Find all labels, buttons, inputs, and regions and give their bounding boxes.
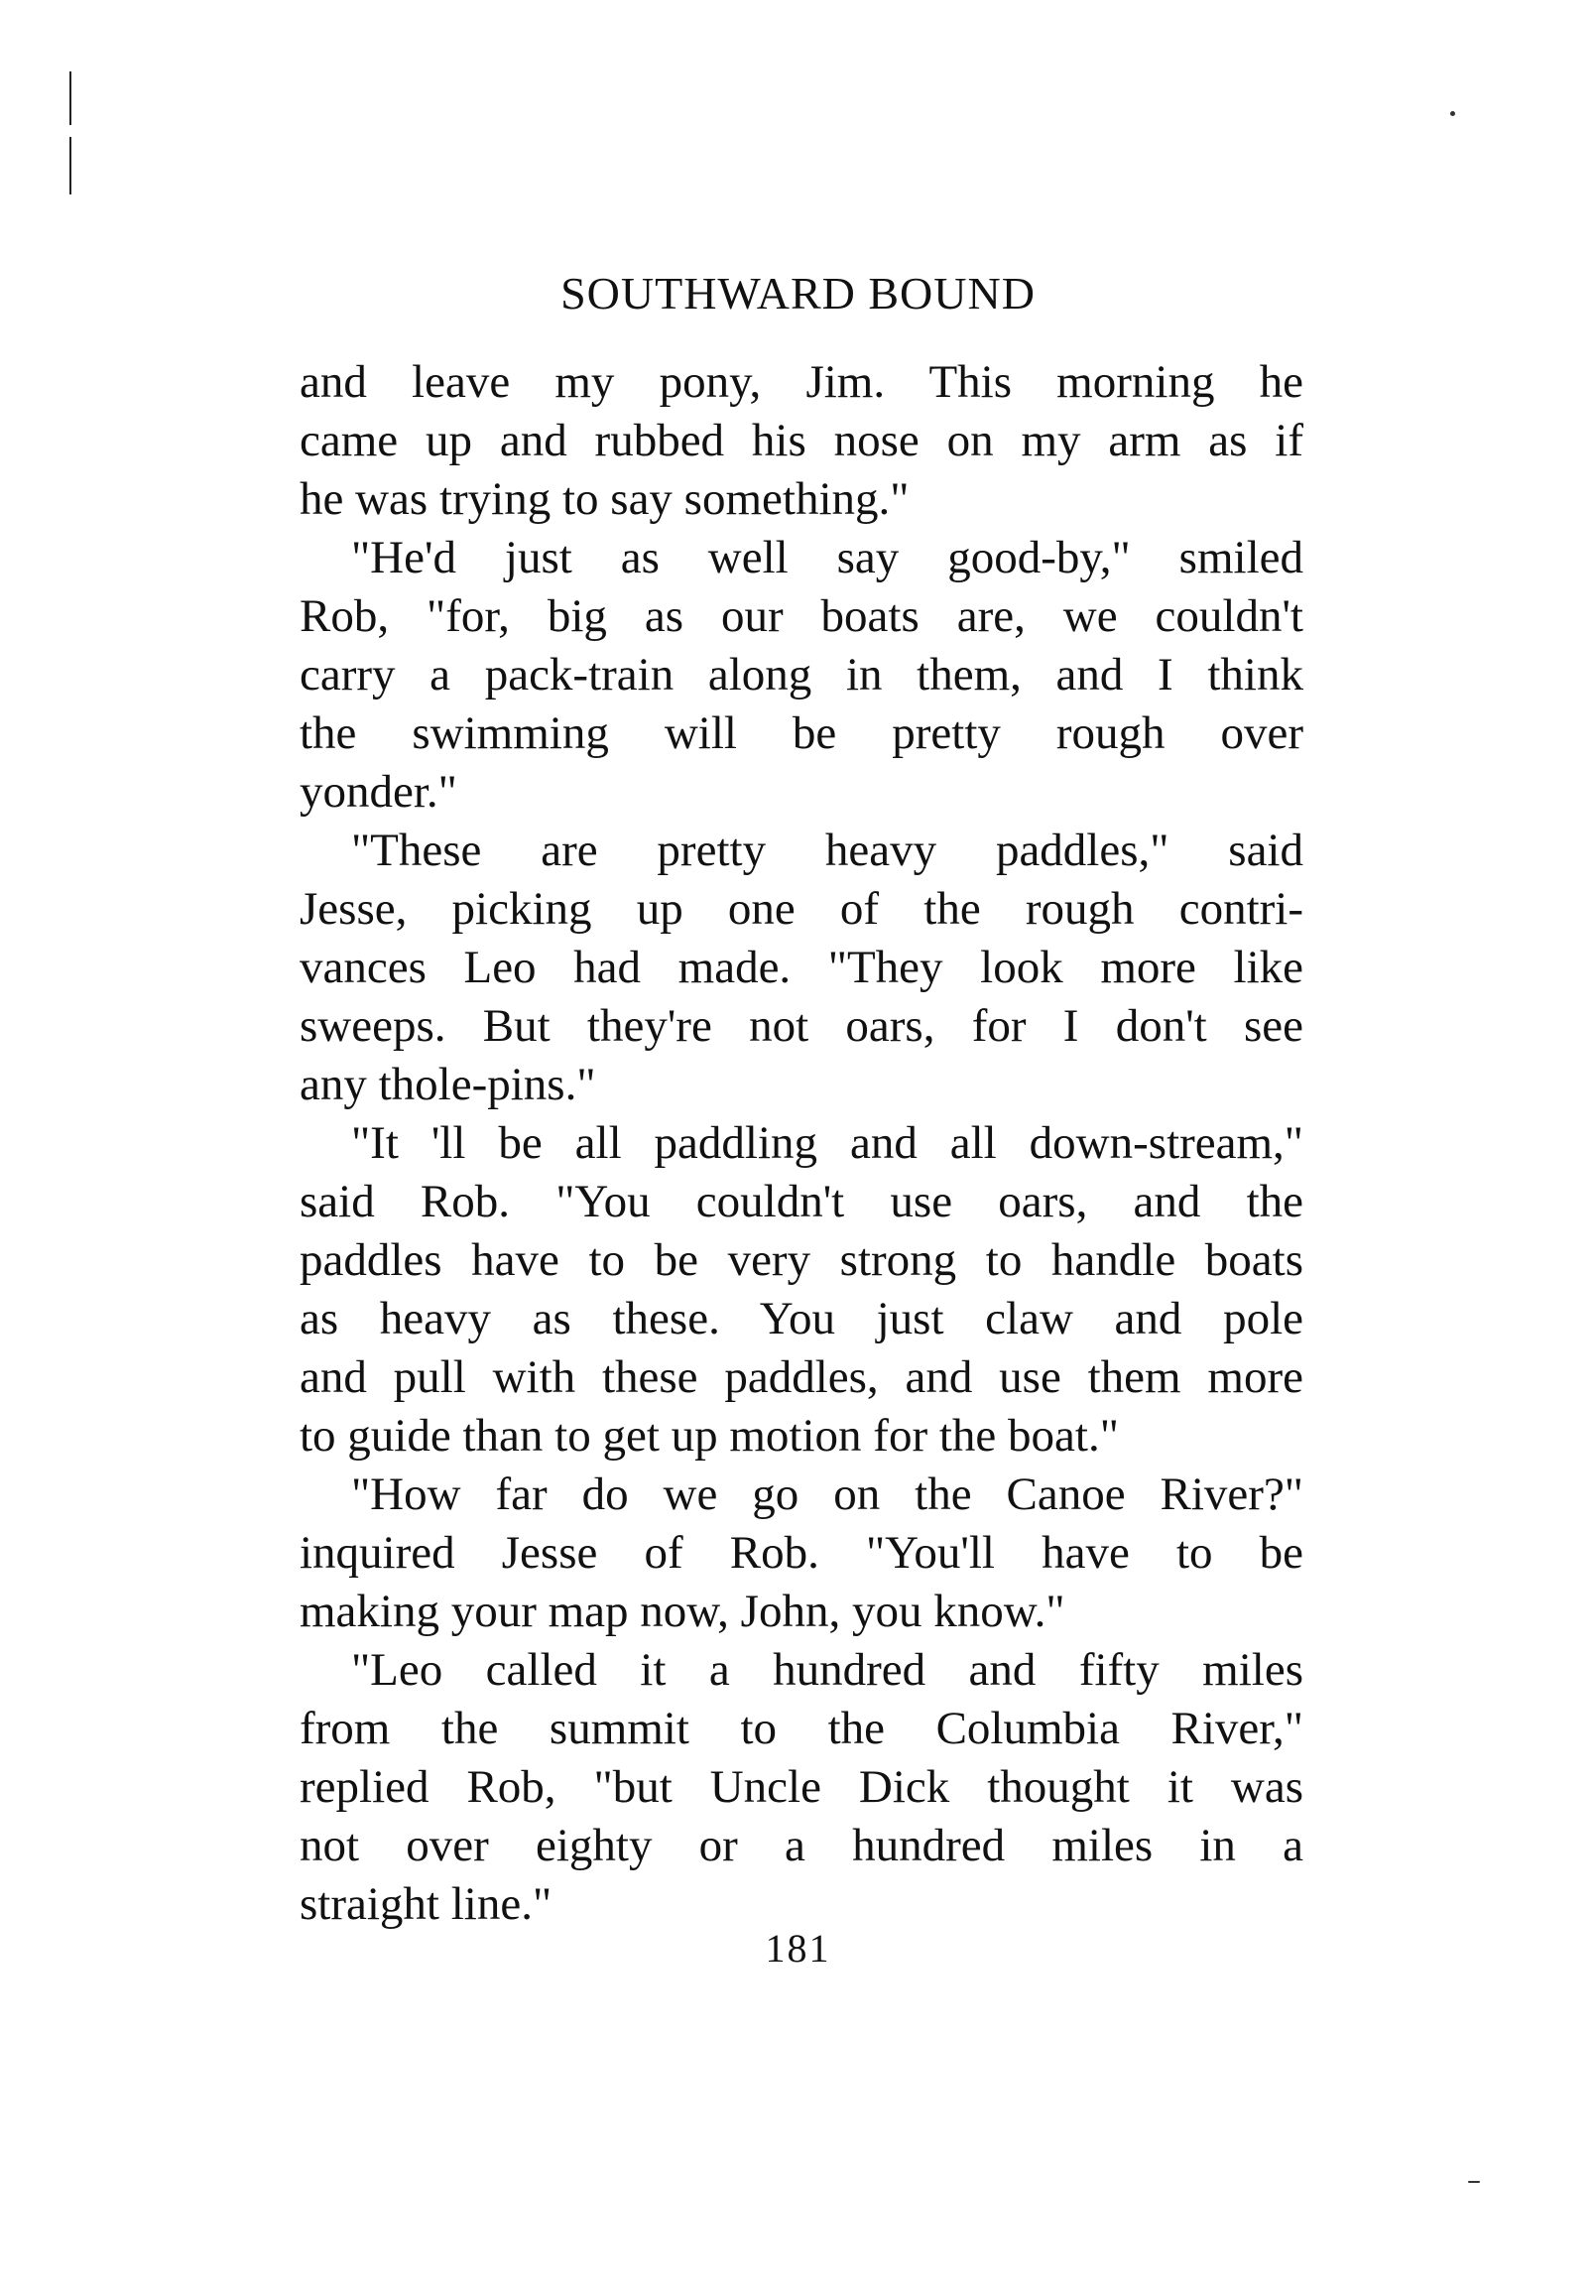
page-number: 181 <box>765 1926 831 1971</box>
text-line: "Leo called it a hundred and fifty miles <box>351 1644 1303 1696</box>
text-line: Jesse, picking up one of the rough contri- <box>300 883 1303 935</box>
text-line: not over eighty or a hundred miles in a <box>300 1820 1303 1871</box>
text-line: and pull with these paddles, and use them more <box>300 1351 1303 1403</box>
margin-rule-mark <box>69 137 71 194</box>
text-line: inquired Jesse of Rob. "You'll have to be <box>300 1527 1303 1579</box>
text-line: to guide than to get up motion for the boat." <box>300 1410 1119 1462</box>
text-line: paddles have to be very strong to handle boats <box>300 1234 1303 1286</box>
margin-rule-mark <box>69 71 71 125</box>
text-line: vances Leo had made. "They look more like <box>300 942 1303 993</box>
text-line: carry a pack-train along in them, and I think <box>300 649 1303 701</box>
text-line: any thole-pins." <box>300 1059 596 1110</box>
text-line: "It 'll be all paddling and all down-stream," <box>351 1117 1303 1169</box>
text-line: from the summit to the Columbia River," <box>300 1703 1303 1754</box>
text-line: yonder." <box>300 766 457 818</box>
text-line: "He'd just as well say good-by," smiled <box>351 532 1303 583</box>
text-line: replied Rob, "but Uncle Dick thought it was <box>300 1761 1303 1813</box>
text-line: "These are pretty heavy paddles," said <box>351 825 1303 876</box>
text-line: said Rob. "You couldn't use oars, and the <box>300 1176 1303 1227</box>
body-text <box>300 353 1303 1934</box>
ink-speck <box>1450 111 1455 116</box>
text-line: the swimming will be pretty rough over <box>300 707 1303 759</box>
text-line: "How far do we go on the Canoe River?" <box>351 1468 1303 1520</box>
text-line: straight line." <box>300 1878 552 1930</box>
running-head: SOUTHWARD BOUND <box>560 268 1036 319</box>
text-line: Rob, "for, big as our boats are, we couldn't <box>300 590 1303 642</box>
text-line: making your map now, John, you know." <box>300 1586 1065 1637</box>
ink-speck <box>1468 2181 1480 2183</box>
text-line: he was trying to say something." <box>300 473 910 525</box>
text-line: as heavy as these. You just claw and pole <box>300 1293 1303 1344</box>
text-line: and leave my pony, Jim. This morning he <box>300 356 1303 408</box>
text-line: came up and rubbed his nose on my arm as if <box>300 415 1303 466</box>
text-line: sweeps. But they're not oars, for I don't see <box>300 1000 1303 1052</box>
